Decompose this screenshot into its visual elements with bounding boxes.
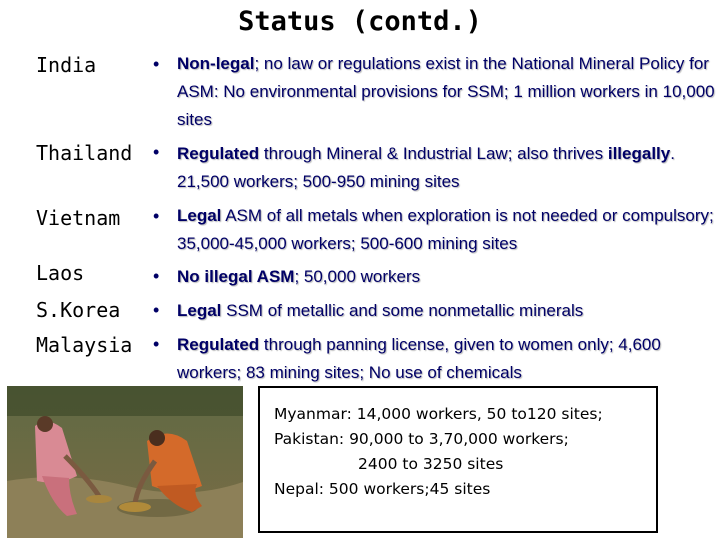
status-text: SSM of metallic and some nonmetallic minerals [221, 301, 584, 320]
callout-myanmar [274, 402, 656, 427]
country-india: India [36, 53, 97, 77]
status-text: through Mineral & Industrial Law; also thrives [259, 144, 608, 163]
status-text: ; no law or regulations exist in the National Mineral Policy for ASM: No environmental provisions for SSM; 1 million workers in 10,000 sites [177, 54, 715, 129]
country-laos: Laos [36, 261, 85, 285]
country-malaysia: Malaysia [36, 333, 133, 357]
callout-text: 14,000 workers, 50 to120 sites; [351, 405, 603, 423]
callout-label: Nepal: [274, 480, 324, 498]
country-skorea: S.Korea [36, 298, 121, 322]
country-thailand: Thailand [36, 141, 133, 165]
status-skorea [177, 297, 715, 325]
bullet: • [153, 206, 160, 226]
status-emphasis: Legal [177, 301, 222, 320]
status-thailand [177, 140, 715, 196]
status-laos [177, 263, 715, 291]
bullet: • [153, 334, 160, 354]
status-text: ; 50,000 workers [294, 267, 421, 286]
bullet: • [153, 54, 160, 74]
callout-text: 500 workers;45 sites [324, 480, 491, 498]
status-emphasis: Regulated [177, 144, 260, 163]
panning-photo-illustration [7, 386, 243, 538]
page-title: Status (contd.) [238, 6, 482, 37]
country-vietnam: Vietnam [36, 206, 121, 230]
callout-label: Pakistan: [274, 430, 345, 448]
status-emphasis-2: illegally [607, 144, 671, 163]
bullet: • [153, 300, 160, 320]
bullet: • [153, 266, 160, 286]
status-emphasis: Regulated [177, 335, 260, 354]
status-vietnam [177, 202, 715, 258]
status-text: through panning license, given to women only; 4,600 workers; 83 mining sites; No use of chemicals [177, 335, 661, 382]
callout-text: 90,000 to 3,70,000 workers; [344, 430, 569, 448]
callout-label: Myanmar: [274, 405, 352, 423]
status-emphasis: No illegal ASM [177, 267, 295, 286]
status-emphasis: Legal [177, 206, 222, 225]
callout-pakistan-sites: 2400 to 3250 sites [358, 455, 504, 473]
panning-photo [7, 386, 243, 538]
status-text: ASM of all metals when exploration is not needed or compulsory; 35,000-45,000 workers; 500-600 mining sites [177, 206, 714, 253]
status-malaysia [177, 331, 715, 387]
callout-pakistan [274, 427, 656, 452]
status-india [177, 50, 715, 134]
callout-box [258, 386, 658, 533]
status-emphasis: Non-legal [177, 54, 255, 73]
callout-nepal [274, 477, 656, 502]
status-text-2: . 21,500 workers; 500-950 mining sites [177, 144, 675, 191]
bullet: • [153, 142, 160, 162]
